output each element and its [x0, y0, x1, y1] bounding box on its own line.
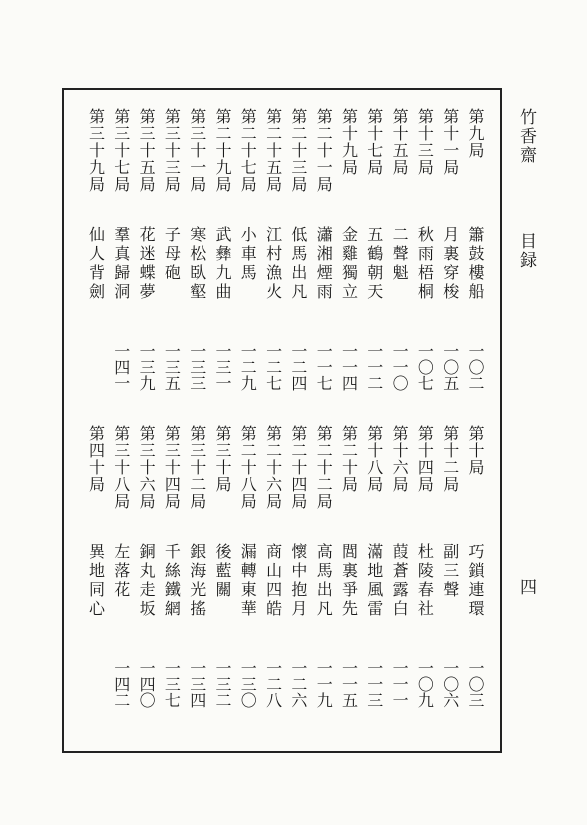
- entry-number: 第三十七局: [111, 108, 131, 193]
- book-title: 竹香齋: [516, 108, 536, 165]
- entry-title: 瀟湘煙雨: [314, 226, 334, 302]
- entry-page: 一三〇: [238, 660, 258, 708]
- entry-number: 第十七局: [364, 108, 384, 176]
- entry-page: 一三三: [187, 343, 207, 391]
- entry-title: 羣真歸洞: [111, 226, 131, 302]
- entry-number: 第三十一局: [187, 108, 207, 193]
- entry-title: 金雞獨立: [339, 226, 359, 302]
- entry-number: 第二十一局: [314, 108, 334, 193]
- entry-page: 一四〇: [137, 660, 157, 708]
- entry-number: 第三十局: [213, 425, 232, 493]
- entry-title: 江村漁火: [263, 226, 283, 302]
- entry-number: 第三十二局: [187, 425, 207, 510]
- entry-number: 第二十九局: [213, 108, 232, 193]
- entry-number: 第三十五局: [137, 108, 157, 193]
- entry-title: 寒松臥壑: [187, 226, 207, 302]
- entry-number: 第十九局: [339, 108, 359, 176]
- entry-title: 商山四皓: [263, 543, 283, 619]
- entry-number: 第四十局: [86, 425, 106, 493]
- entry-title: 銀海光搖: [187, 543, 207, 619]
- entry-title: 小車馬: [238, 226, 258, 283]
- entry-page: 一〇六: [440, 660, 460, 708]
- entry-number: 第三十九局: [86, 108, 106, 193]
- entry-page: 一一二: [364, 343, 384, 391]
- entry-number: 第十二局: [440, 425, 460, 493]
- entry-number: 第二十四局: [288, 425, 308, 510]
- entry-title: 後藍關: [213, 543, 232, 600]
- entry-page: 一一七: [314, 343, 334, 391]
- entry-page: 一三九: [137, 343, 157, 391]
- entry-title: 閭裏爭先: [339, 543, 359, 619]
- entry-title: 滿地風雷: [364, 543, 384, 619]
- entry-number: 第十六局: [390, 425, 410, 493]
- entry-number: 第十八局: [364, 425, 384, 493]
- entry-page: 一二九: [238, 343, 258, 391]
- entry-page: 一一一: [390, 660, 410, 708]
- entry-number: 第三十八局: [111, 425, 131, 510]
- entry-title: 低馬出凡: [288, 226, 308, 302]
- entry-page: 一三七: [162, 660, 182, 708]
- entry-number: 第三十六局: [137, 425, 157, 510]
- entry-title: 巧鎖連環: [466, 543, 485, 619]
- entry-number: 第十局: [466, 425, 485, 476]
- entry-title: 高馬出凡: [314, 543, 334, 619]
- entry-title: 懷中抱月: [288, 543, 308, 619]
- entry-page: 一二四: [288, 343, 308, 391]
- entry-page: 一一〇: [390, 343, 410, 391]
- entry-page: 一二六: [288, 660, 308, 708]
- entry-title: 花迷蝶夢: [137, 226, 157, 302]
- entry-title: 簫鼓樓船: [466, 226, 485, 302]
- entry-number: 第十一局: [440, 108, 460, 176]
- entry-number: 第二十五局: [263, 108, 283, 193]
- entry-number: 第二十六局: [263, 425, 283, 510]
- entry-title: 杜陵春社: [415, 543, 435, 619]
- entry-page: 一〇五: [440, 343, 460, 391]
- entry-title: 漏轉東華: [238, 543, 258, 619]
- entry-title: 仙人背劍: [86, 226, 106, 302]
- entry-page: 一三一: [213, 343, 232, 391]
- entry-title: 千絲鐵網: [162, 543, 182, 619]
- entry-page: 一四一: [111, 343, 131, 391]
- entry-page: 一〇九: [415, 660, 435, 708]
- entry-number: 第三十四局: [162, 425, 182, 510]
- entry-page: 一三四: [187, 660, 207, 708]
- entry-title: 異地同心: [86, 543, 106, 619]
- section-title: 目録: [516, 232, 536, 270]
- entry-title: 武彝九曲: [213, 226, 232, 302]
- entry-number: 第十五局: [390, 108, 410, 176]
- entry-title: 副三聲: [440, 543, 460, 600]
- entry-title: 月裏穿梭: [440, 226, 460, 302]
- entry-page: 一二七: [263, 343, 283, 391]
- entry-page: 一〇二: [466, 343, 485, 391]
- entry-title: 五鶴朝天: [364, 226, 384, 302]
- entry-page: 一一九: [314, 660, 334, 708]
- entry-page: 一四二: [111, 660, 131, 708]
- entry-number: 第二十三局: [288, 108, 308, 193]
- entry-number: 第二十二局: [314, 425, 334, 510]
- entry-page: 一三五: [162, 343, 182, 391]
- entry-title: 二聲魁: [390, 226, 410, 283]
- entry-number: 第十三局: [415, 108, 435, 176]
- entry-page: 一一五: [339, 660, 359, 708]
- page-number: 四: [516, 578, 536, 597]
- entry-page: 一二八: [263, 660, 283, 708]
- entry-title: 銅丸走坂: [137, 543, 157, 619]
- entry-page: 一一四: [339, 343, 359, 391]
- entry-number: 第十四局: [415, 425, 435, 493]
- entry-title: 子母砲: [162, 226, 182, 283]
- entry-title: 左落花: [111, 543, 131, 600]
- entry-page: 一〇三: [466, 660, 485, 708]
- entry-number: 第三十三局: [162, 108, 182, 193]
- entry-number: 第九局: [466, 108, 485, 159]
- entry-page: 一一三: [364, 660, 384, 708]
- entry-number: 第二十八局: [238, 425, 258, 510]
- entry-title: 葭蒼露白: [390, 543, 410, 619]
- entry-page: 一〇七: [415, 343, 435, 391]
- entry-number: 第二十七局: [238, 108, 258, 193]
- entry-title: 秋雨梧桐: [415, 226, 435, 302]
- entry-number: 第二十局: [339, 425, 359, 493]
- entry-page: 一三二: [213, 660, 232, 708]
